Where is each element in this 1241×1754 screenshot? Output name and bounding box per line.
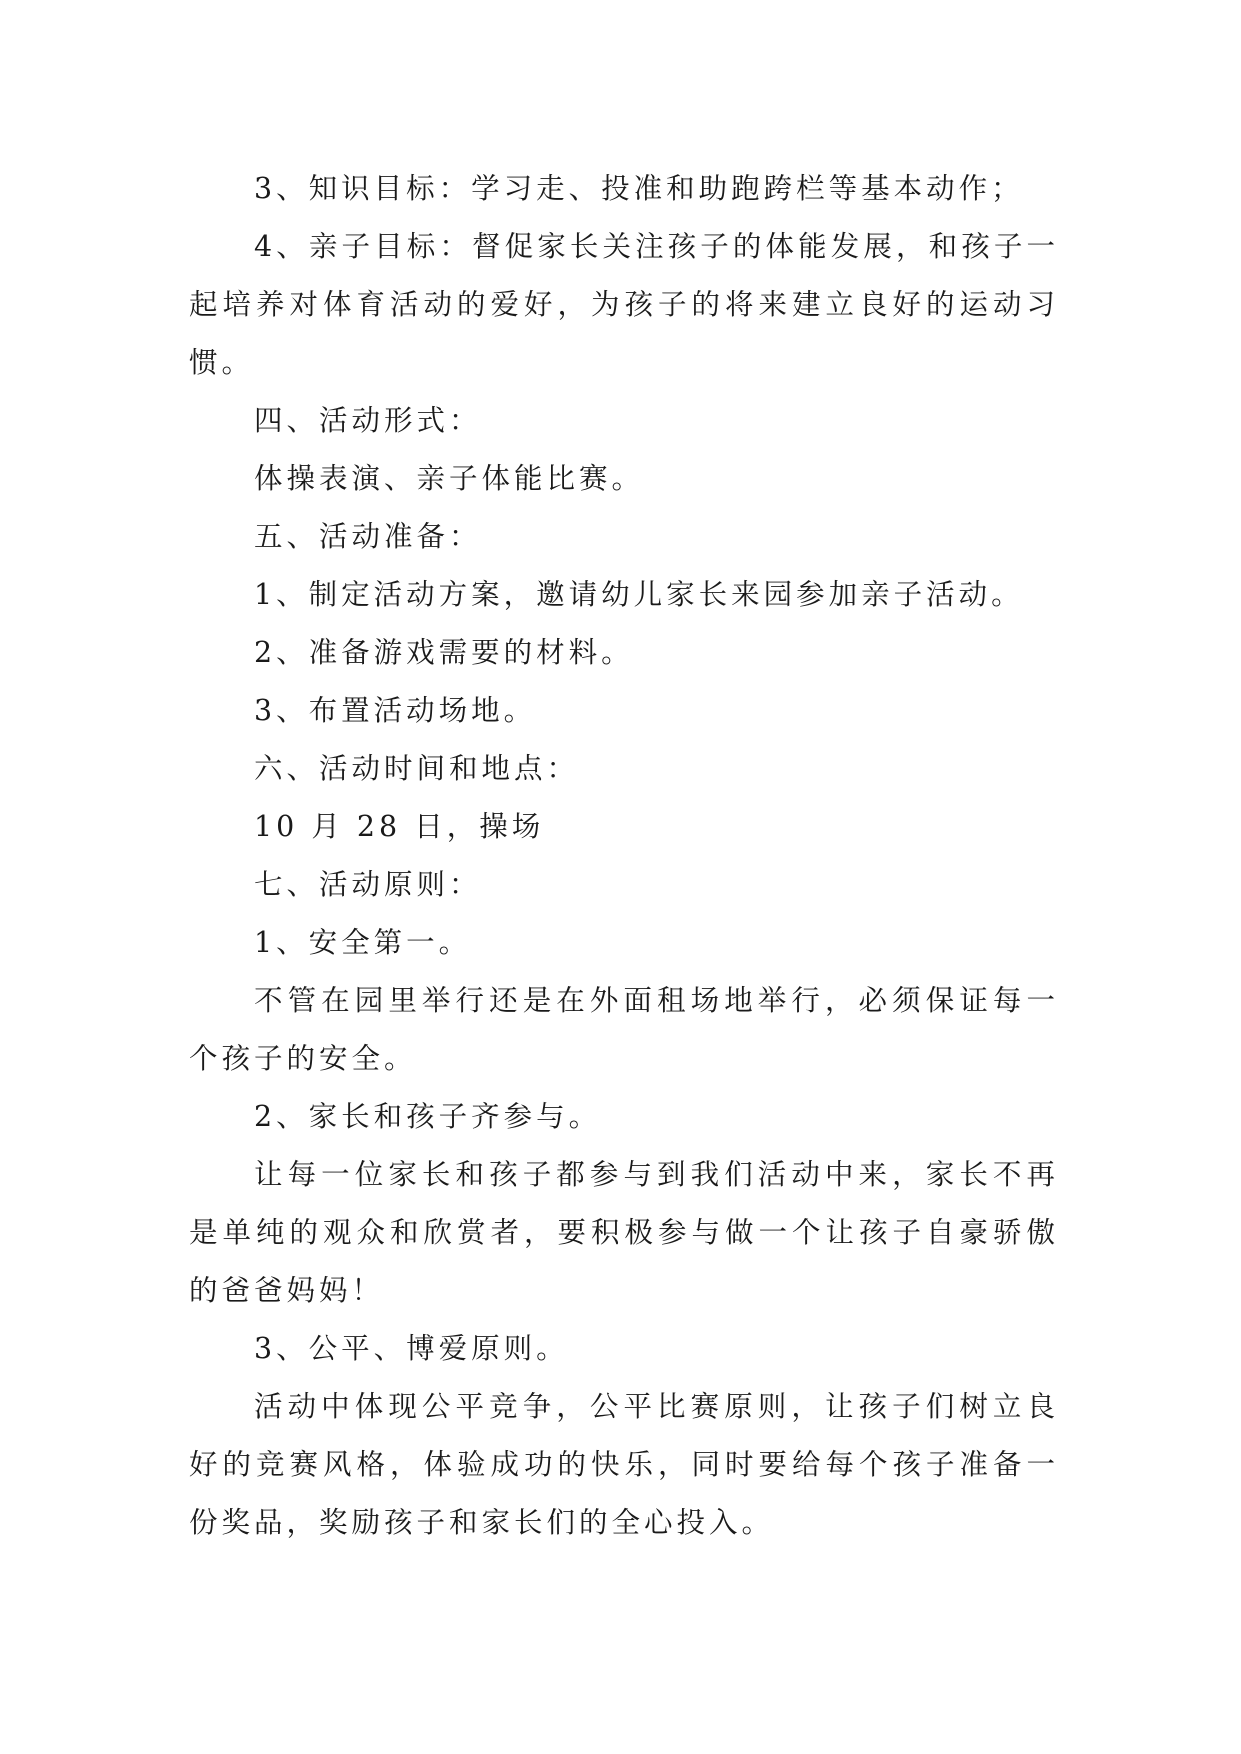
paragraph-prep-materials: 2、准备游戏需要的材料。 xyxy=(254,636,634,669)
paragraph-prep-venue: 3、布置活动场地。 xyxy=(254,694,537,727)
paragraph-prep-plan: 1、制定活动方案，邀请幼儿家长来园参加亲子活动。 xyxy=(254,578,1024,611)
document-body xyxy=(189,160,1059,1552)
paragraph-principle-fairness: 3、公平、博爱原则。 xyxy=(254,1332,569,1365)
paragraph-time-location: 10 月 28 日，操场 xyxy=(254,810,545,843)
heading-activity-principles: 七、活动原则： xyxy=(254,868,482,901)
paragraph-fairness-detail: 活动中体现公平竞争，公平比赛原则，让孩子们树立良好的竞赛风格，体验成功的快乐，同时要给每个孩子准备一份奖品，奖励孩子和家长们的全心投入。 xyxy=(189,1390,1059,1539)
paragraph-participation-detail: 让每一位家长和孩子都参与到我们活动中来，家长不再是单纯的观众和欣赏者，要积极参与做一个让孩子自豪骄傲的爸爸妈妈！ xyxy=(189,1158,1059,1307)
heading-activity-form: 四、活动形式： xyxy=(254,404,482,437)
paragraph-parent-child-goal: 4、亲子目标：督促家长关注孩子的体能发展，和孩子一起培养对体育活动的爱好，为孩子的将来建立良好的运动习惯。 xyxy=(189,230,1059,379)
paragraph-knowledge-goal: 3、知识目标：学习走、投准和助跑跨栏等基本动作； xyxy=(254,172,1024,205)
paragraph-activity-form: 体操表演、亲子体能比赛。 xyxy=(254,462,645,495)
paragraph-principle-safety: 1、安全第一。 xyxy=(254,926,472,959)
paragraph-principle-participation: 2、家长和孩子齐参与。 xyxy=(254,1100,602,1133)
heading-time-location: 六、活动时间和地点： xyxy=(254,752,580,785)
heading-activity-preparation: 五、活动准备： xyxy=(254,520,482,553)
paragraph-safety-detail: 不管在园里举行还是在外面租场地举行，必须保证每一个孩子的安全。 xyxy=(189,984,1059,1075)
